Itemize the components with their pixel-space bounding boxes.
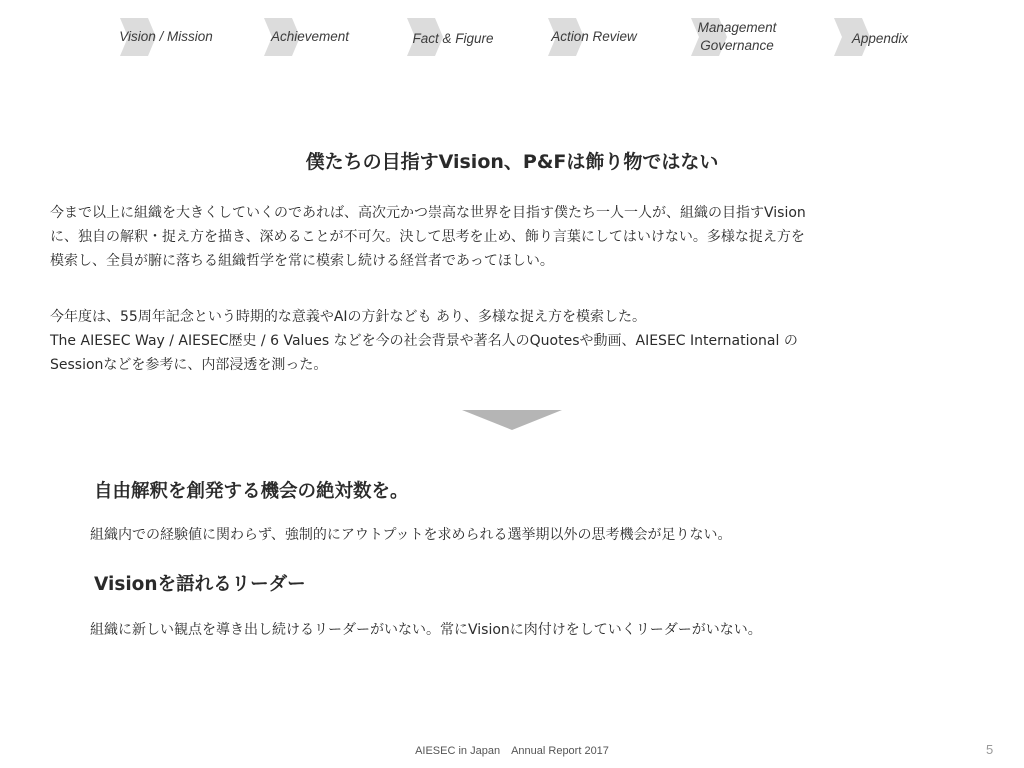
page-title-wrap (0, 148, 1024, 176)
nav-label: Achievement (270, 29, 350, 44)
nav-label: Management Governance (697, 20, 777, 53)
paragraph-line: 今まで以上に組織を大きくしていくのであれば、高次元かつ崇高な世界を目指す僕たち一人一人が、組織の目指すVision (50, 205, 806, 221)
section-heading: 自由解釈を創発する機会の絶対数を。 (90, 479, 413, 505)
nav-item-action-review[interactable] (524, 14, 664, 64)
paragraph-line: に、独自の解釈・捉え方を描き、深めることが不可欠。決して思考を止め、飾り言葉にしてはいけない。多様な捉え方を (50, 229, 805, 245)
activity-paragraph (50, 305, 975, 377)
paragraph-line: Sessionなどを参考に、内部浸透を測った。 (50, 357, 328, 373)
intro-paragraph (50, 201, 975, 273)
paragraph-line: 今年度は、55周年記念という時期的な意義やAIの方針なども あり、多様な捉え方を模索した。 (50, 309, 646, 325)
down-arrow-icon (462, 410, 562, 432)
nav-item-management-governance[interactable] (667, 14, 807, 64)
section-body: 組織に新しい観点を導き出し続けるリーダーがいない。常にVisionに肉付けをしていくリーダーがいない。 (90, 622, 762, 638)
footer-text: AIESEC in Japan Annual Report 2017 (415, 745, 609, 757)
paragraph-line: The AIESEC Way / AIESEC歴史 / 6 Values などを今の社会背景や著名人のQuotesや動画、AIESEC International の (50, 333, 798, 349)
nav-label: Vision / Mission (119, 29, 213, 44)
section-heading: Visionを語れるリーダー (90, 572, 310, 598)
top-nav (0, 0, 1024, 70)
nav-label: Action Review (551, 29, 637, 44)
nav-item-achievement[interactable] (240, 14, 380, 64)
nav-item-fact-figure[interactable] (383, 14, 523, 64)
section-body: 組織内での経験値に関わらず、強制的にアウトプットを求められる選挙期以外の思考機会が足りない。 (90, 527, 732, 543)
nav-item-vision-mission[interactable] (96, 14, 236, 64)
page-title: 僕たちの目指すVision、P&Fは飾り物ではない (304, 148, 721, 176)
nav-label: Fact & Figure (412, 31, 494, 46)
nav-item-appendix[interactable] (810, 14, 950, 64)
nav-label: Appendix (851, 31, 909, 46)
page-number: 5 (986, 742, 994, 757)
paragraph-line: 模索し、全員が腑に落ちる組織哲学を常に模索し続ける経営者であってほしい。 (50, 253, 554, 269)
